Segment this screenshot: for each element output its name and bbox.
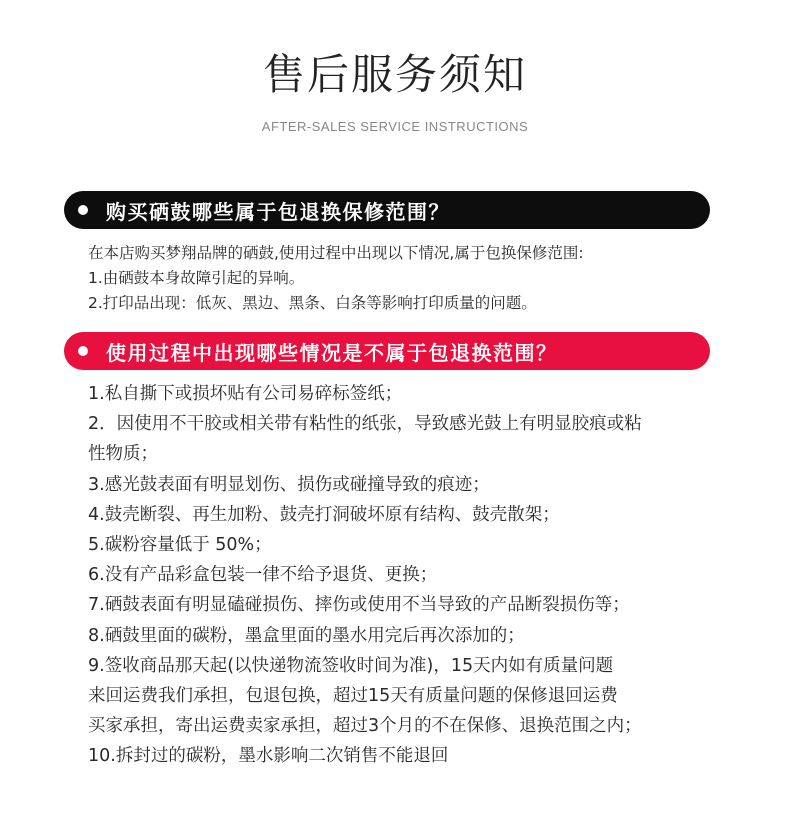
section1-body xyxy=(88,241,728,316)
section2-line: 10.拆封过的碳粉，墨水影响二次销售不能退回 xyxy=(88,746,449,767)
section2-line: 买家承担，寄出运费卖家承担，超过3个月的不在保修、退换范围之内； xyxy=(88,716,642,737)
section2-line: 6.没有产品彩盒包装一律不给予退货、更换； xyxy=(88,565,438,586)
bullet-dot-icon xyxy=(78,205,88,215)
section2-line: 3.感光鼓表面有明显划伤、损伤或碰撞导致的痕迹； xyxy=(88,474,490,495)
section1-header xyxy=(64,191,710,229)
section2-line: 2．因使用不干胶或相关带有粘性的纸张，导致感光鼓上有明显胶痕或粘 xyxy=(88,414,642,435)
section2-line: 5.碳粉容量低于 50%； xyxy=(88,534,272,555)
bullet-dot-icon xyxy=(78,346,88,356)
section1-line: 1.由硒鼓本身故障引起的异响。 xyxy=(88,269,305,287)
section2-header xyxy=(64,332,710,370)
section2-line: 9.签收商品那天起(以快递物流签收时间为准)，15天内如有质量问题 xyxy=(88,655,614,676)
section2-heading: 使用过程中出现哪些情况是不属于包退换范围？ xyxy=(106,340,558,365)
section2-body xyxy=(88,379,728,771)
section2-line: 来回运费我们承担，包退包换，超过15天有质量问题的保修退回运费 xyxy=(88,685,618,706)
section1-heading: 购买硒鼓哪些属于包退换保修范围？ xyxy=(106,199,450,224)
page-subtitle: AFTER-SALES SERVICE INSTRUCTIONS xyxy=(261,119,529,134)
section1-line: 2.打印品出现：低灰、黑边、黑条、白条等影响打印质量的问题。 xyxy=(88,294,537,312)
page-title: 售后服务须知 xyxy=(262,50,527,99)
section2-line: 1.私自撕下或损坏贴有公司易碎标签纸； xyxy=(88,384,403,404)
section2-line: 8.硒鼓里面的碳粉，墨盒里面的墨水用完后再次添加的； xyxy=(88,625,525,646)
section2-line: 4.鼓壳断裂、再生加粉、鼓壳打洞破坏原有结构、鼓壳散架； xyxy=(88,504,560,525)
section1-line: 在本店购买梦翔品牌的硒鼓,使用过程中出现以下情况,属于包换保修范围: xyxy=(88,244,584,262)
section2-line: 7.硒鼓表面有明显磕碰损伤、摔伤或使用不当导致的产品断裂损伤等； xyxy=(88,595,630,616)
section2-line: 性物质； xyxy=(88,444,158,465)
